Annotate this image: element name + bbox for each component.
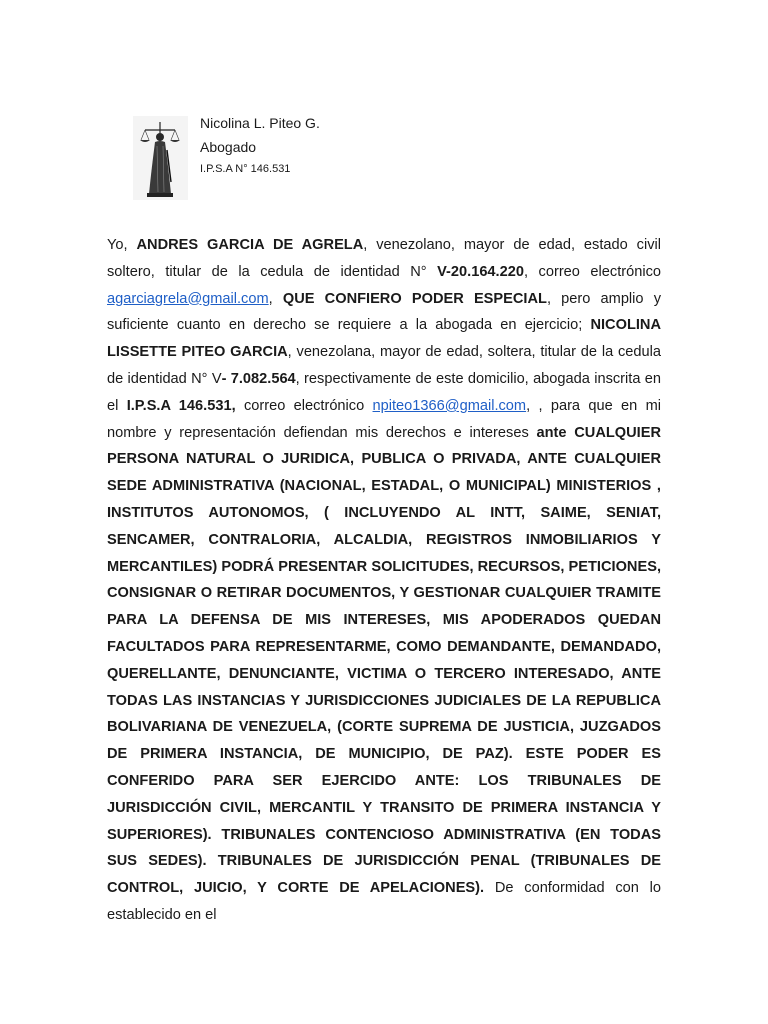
body-text: , venezolano, mayor de edad, estado civil soltero, titular de la cedula de identidad N° — [107, 237, 661, 280]
attorney-title: Abogado — [200, 139, 257, 155]
powers-clause: ante CUALQUIER PERSONA NATURAL O JURIDICA, PUBLICA O PRIVADA, ANTE CUALQUIER SEDE ADMINISTRATIVA (NACIONAL, ESTADAL, O MUNICIPAL) MINISTERIOS , INSTITUTOS AUTONOMOS, ( INCLUYENDO AL INTT, SAIME, SENIAT, SENCAMER, CONTRALORIA, ALCALDIA, REGISTROS INMOBILIARIOS Y MERCANTILES) PODRÁ PRESENTAR SOLICITUDES, RECURSOS, PETICIONES, CONSIGNAR O RETIRAR DOCUMENTOS, Y GESTIONAR CUALQUIER TRAMITE PARA LA DEFENSA DE MIS INTERESES, MIS APODERADOS QUEDAN FACULTADOS PARA REPRESENTARME, COMO DEMANDANTE, DEMANDADO, QUERELLANTE, DENUNCIANTE, VICTIMA O TERCERO INTERESADO, ANTE TODAS LAS INSTANCIAS Y JURISDICCIONES JUDICIALES DE LA REPUBLICA BOLIVARIANA DE VENEZUELA, (CORTE SUPREMA DE JUSTICIA, JUZGADOS DE PRIMERA INSTANCIA, DE MUNICIPIO, DE PAZ). ESTE PODER ES CONFERIDO PARA SER EJERCIDO ANTE: LOS TRIBUNALES DE JURISDICCIÓN CIVIL, MERCANTIL Y TRANSITO DE PRIMERA INSTANCIA Y SUPERIORES). TRIBUNALES CONTENCIOSO ADMINISTRATIVA (EN TODAS SUS SEDES). TRIBUNALES DE JURISDICCIÓN PENAL (TRIBUNALES DE CONTROL, JUICIO, Y CORTE DE APELACIONES). — [107, 424, 662, 897]
grantor-email-link[interactable]: agarciagrela@gmail.com — [107, 290, 269, 307]
body-text: , venezolana, mayor de edad, soltera, titular de la cedula de identidad N° V — [107, 344, 661, 387]
body-text: , correo electrónico — [523, 263, 661, 280]
grantor-id: V-20.164.220 — [437, 263, 524, 280]
attorney-name: Nicolina L. Piteo G. — [200, 115, 320, 131]
grantor-name: ANDRES GARCIA DE AGRELA — [136, 237, 364, 253]
attorney-id: - 7.082.564 — [221, 370, 296, 387]
body-text: , pero amplio y suficiente cuanto en derecho se requiere a la abogada en ejercicio; — [107, 290, 662, 334]
body-text: De conformidad con lo establecido en el — [107, 880, 662, 923]
attorney-full-name: NICOLINA LISSETTE PITEO GARCIA — [107, 317, 661, 361]
power-of-attorney-text — [107, 232, 661, 929]
body-text: correo electrónico — [235, 397, 373, 414]
body-text: , respectivamente de este domicilio, abogada inscrita en el — [107, 370, 661, 414]
letterhead — [200, 114, 320, 176]
body-text: , , para que en mi nombre y representación defiendan mis derechos e intereses — [107, 397, 661, 441]
grant-statement: QUE CONFIERO PODER ESPECIAL — [282, 290, 547, 307]
body-text: , — [268, 290, 283, 307]
attorney-ipsa: I.P.S.A 146.531, — [126, 397, 236, 414]
body-text: Yo, — [107, 237, 137, 253]
registration-number: I.P.S.A N° 146.531 — [200, 163, 291, 175]
attorney-email-link[interactable]: npiteo1366@gmail.com — [372, 397, 527, 414]
lady-justice-icon — [133, 116, 188, 200]
